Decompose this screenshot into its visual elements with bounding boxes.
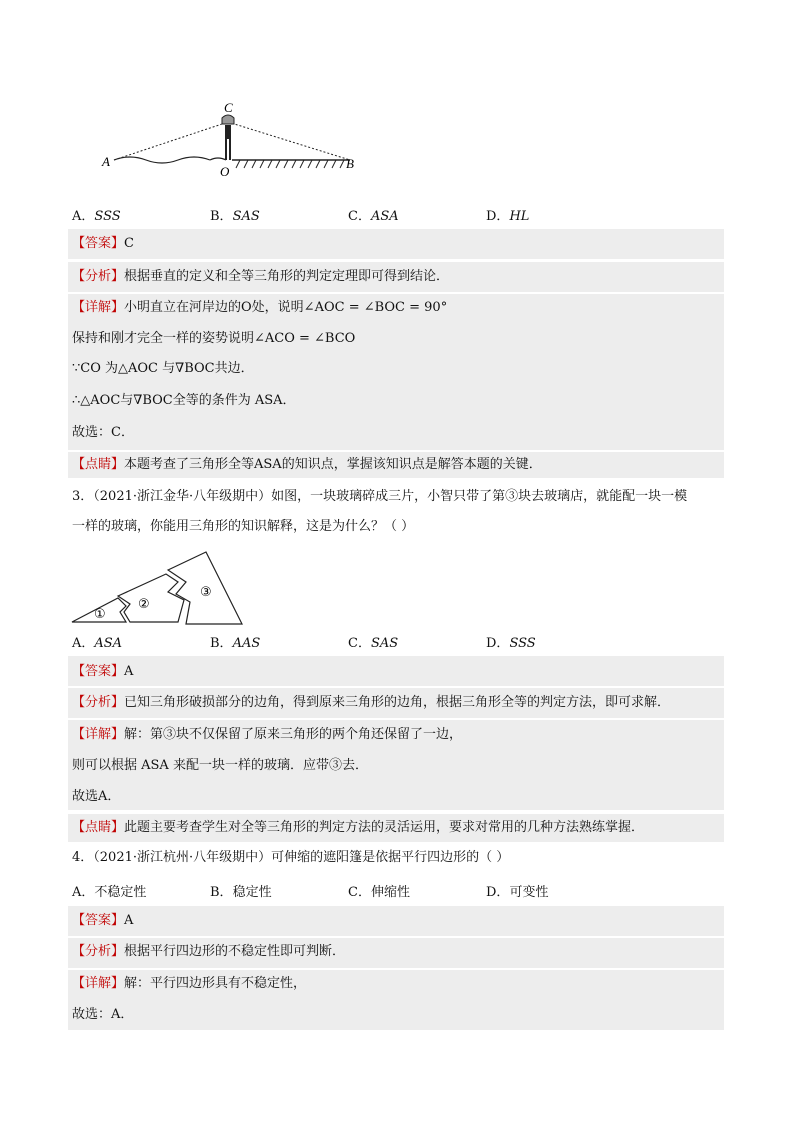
label-b: B [346, 156, 354, 171]
q4-option-c: C．伸缩性 [348, 884, 410, 900]
q4-analysis: 【分析】根据平行四边形的不稳定性即可判断． [72, 944, 346, 959]
q4-stem: 4．（2021·浙江杭州·八年级期中）可伸缩的遮阳篷是依据平行四边形的（ ） [72, 850, 510, 865]
q2-option-a: A．SSS [72, 208, 121, 224]
q3-answer-band [68, 656, 724, 686]
q4-option-a: A．不稳定性 [72, 884, 147, 900]
label-o: O [220, 164, 230, 178]
piece-1-label: ① [94, 607, 106, 622]
q4-detail-1: 【详解】解：平行四边形具有不稳定性， [72, 976, 307, 991]
q4-answer-band [68, 906, 724, 936]
q2-comment: 【点睛】本题考查了三角形全等ASA的知识点，掌握该知识点是解答本题的关键． [72, 457, 542, 472]
q3-answer: 【答案】A [72, 664, 134, 679]
q2-analysis: 【分析】根据垂直的定义和全等三角形的判定定理即可得到结论． [72, 269, 450, 284]
q3-analysis: 【分析】已知三角形破损部分的边角，得到原来三角形的边角，根据三角形全等的判定方法，即可求解． [72, 695, 671, 710]
piece-3-label: ③ [200, 585, 212, 600]
q4-detail-2: 故选：A． [72, 1007, 134, 1022]
q3-stem-1: 3．（2021·浙江金华·八年级期中）如图，一块玻璃碎成三片，小智只带了第③块去玻璃店，就能配一块一模 [72, 489, 688, 504]
q2-option-b: B．SAS [210, 208, 260, 224]
q3-detail-2: 则可以根据 ASA 来配一块一样的玻璃．应带③去． [72, 758, 368, 773]
q4-option-b: B．稳定性 [210, 884, 272, 900]
q4-options [72, 879, 722, 901]
river-figure [100, 98, 370, 178]
q2-detail-4: ∴△AOC与∇BOC全等的条件为 ASA． [72, 393, 296, 408]
q2-option-d: D．HL [486, 208, 530, 224]
piece-2-label: ② [138, 597, 150, 612]
q2-options [72, 203, 722, 225]
q2-option-c: C．ASA [348, 208, 399, 224]
q3-comment: 【点睛】此题主要考查学生对全等三角形的判定方法的灵活运用，要求对常用的几种方法熟练掌握． [72, 820, 645, 835]
q2-answer-band [68, 229, 724, 259]
q2-detail-3: ∵CO 为△AOC 与∇BOC共边． [72, 361, 254, 376]
q3-option-a: A．ASA [72, 635, 123, 651]
q3-detail-3: 故选A． [72, 789, 121, 804]
q3-stem-2: 一样的玻璃，你能用三角形的知识解释，这是为什么？（ ） [72, 519, 415, 534]
q3-options [72, 630, 722, 652]
q3-detail-1: 【详解】解：第③块不仅保留了原来三角形的两个角还保留了一边， [72, 727, 463, 742]
q2-answer: 【答案】C [72, 236, 134, 251]
q3-option-b: B．AAS [210, 635, 261, 651]
q4-option-d: D．可变性 [486, 884, 549, 900]
q3-option-c: C．SAS [348, 635, 399, 651]
q2-detail-5: 故选：C． [72, 425, 134, 440]
q2-detail-2: 保持和刚才完全一样的姿势说明∠ACO = ∠BCO [72, 331, 356, 346]
q2-detail-1: 【详解】小明直立在河岸边的O处，说明∠AOC = ∠BOC = 90° [72, 300, 448, 315]
q4-answer: 【答案】A [72, 913, 134, 928]
label-c: C [224, 100, 233, 115]
broken-glass-figure [68, 550, 248, 628]
label-a: A [102, 154, 110, 169]
q3-option-d: D．SSS [486, 635, 536, 651]
